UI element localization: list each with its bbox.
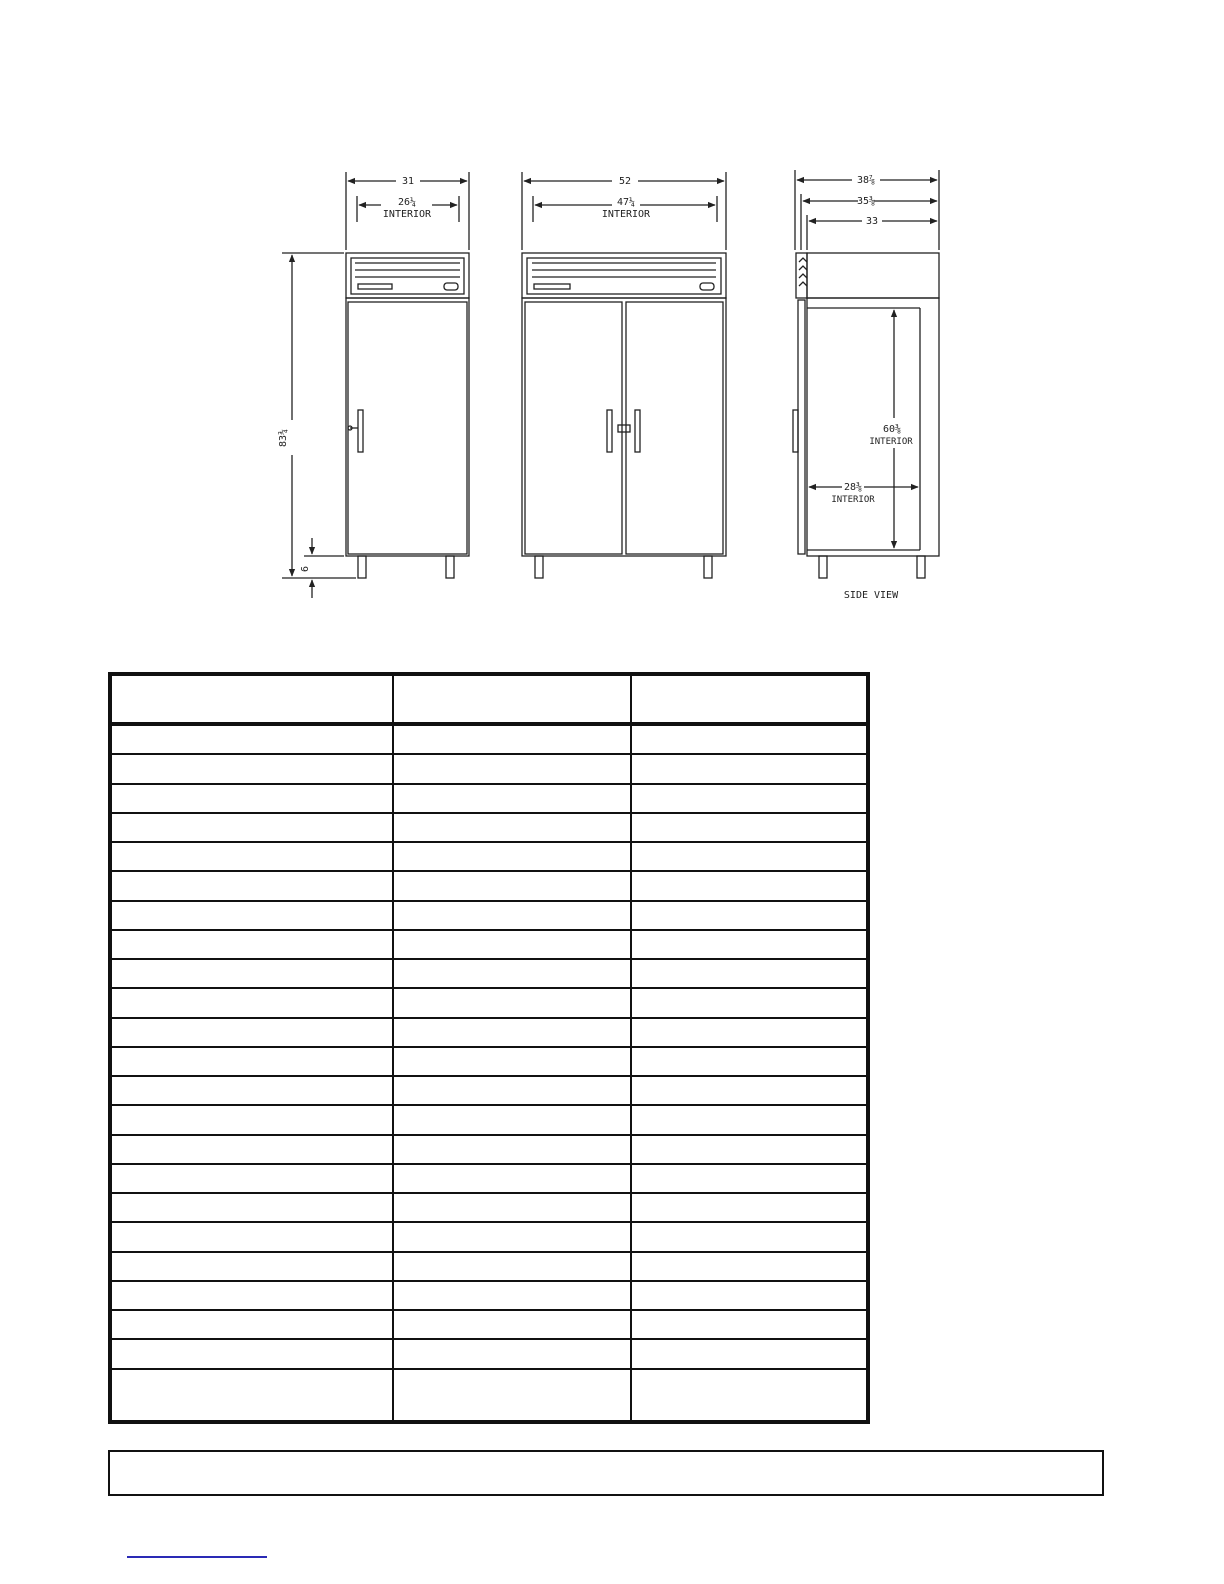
dim-side-interior-height-label: INTERIOR	[869, 437, 913, 447]
table-cell	[393, 784, 631, 813]
table-row	[110, 813, 868, 842]
table-cell	[110, 871, 393, 900]
table-cell	[110, 1222, 393, 1251]
table-cell	[110, 1369, 393, 1422]
dim-double-overall-width: 52	[618, 176, 632, 187]
table-cell	[631, 1339, 868, 1368]
table-row	[110, 1252, 868, 1281]
table-cell	[110, 674, 393, 724]
table-cell	[110, 988, 393, 1017]
table-cell	[110, 1135, 393, 1164]
table-cell	[393, 1018, 631, 1047]
front-view-single-door	[282, 172, 469, 598]
table-row	[110, 1281, 868, 1310]
table-cell	[631, 930, 868, 959]
dim-side-overall-depth: 38⅞	[856, 175, 876, 186]
table-cell	[393, 1252, 631, 1281]
dimension-drawing	[0, 0, 1224, 640]
table-cell	[393, 1076, 631, 1105]
table-cell	[110, 1105, 393, 1134]
dim-side-interior-depth-label: INTERIOR	[831, 495, 875, 505]
table-cell	[631, 988, 868, 1017]
table-cell	[393, 724, 631, 754]
table-row	[110, 1135, 868, 1164]
table-cell	[110, 1164, 393, 1193]
table-row	[110, 1076, 868, 1105]
spec-table	[108, 672, 870, 1424]
table-row	[110, 1193, 868, 1222]
table-cell	[631, 842, 868, 871]
table-cell	[393, 1193, 631, 1222]
table-row	[110, 724, 868, 754]
table-row	[110, 930, 868, 959]
note-box	[108, 1450, 1104, 1496]
table-row	[110, 1018, 868, 1047]
dim-double-interior-label: INTERIOR	[601, 209, 651, 220]
table-cell	[110, 901, 393, 930]
table-cell	[110, 842, 393, 871]
table-row	[110, 1310, 868, 1339]
table-header-row	[110, 674, 868, 724]
table-cell	[393, 930, 631, 959]
table-cell	[393, 1369, 631, 1422]
table-cell	[631, 1222, 868, 1251]
table-cell	[631, 1018, 868, 1047]
side-view	[793, 170, 939, 578]
table-cell	[110, 1310, 393, 1339]
table-cell	[393, 813, 631, 842]
table-cell	[393, 1339, 631, 1368]
table-cell	[110, 1047, 393, 1076]
front-view-double-door	[522, 172, 726, 578]
table-row	[110, 1164, 868, 1193]
dim-leg-height: 6	[300, 565, 311, 573]
table-cell	[393, 754, 631, 783]
table-cell	[631, 813, 868, 842]
table-cell	[393, 1047, 631, 1076]
table-cell	[393, 1281, 631, 1310]
dim-single-overall-height: 83¾	[278, 428, 289, 448]
table-cell	[631, 901, 868, 930]
table-cell	[110, 724, 393, 754]
table-cell	[631, 754, 868, 783]
table-cell	[110, 1193, 393, 1222]
table-row	[110, 754, 868, 783]
table-cell	[393, 1164, 631, 1193]
table-cell	[393, 988, 631, 1017]
table-cell	[631, 1047, 868, 1076]
side-view-caption: SIDE VIEW	[843, 590, 899, 601]
table-cell	[110, 1339, 393, 1368]
table-row	[110, 1339, 868, 1368]
table-cell	[110, 1252, 393, 1281]
dim-side-depth-3: 33	[865, 216, 879, 227]
table-row	[110, 1369, 868, 1422]
table-cell	[631, 1281, 868, 1310]
table-cell	[393, 1310, 631, 1339]
table-cell	[631, 1310, 868, 1339]
table-cell	[393, 901, 631, 930]
table-cell	[110, 813, 393, 842]
table-cell	[393, 1105, 631, 1134]
table-row	[110, 901, 868, 930]
table-cell	[631, 724, 868, 754]
table-cell	[631, 1193, 868, 1222]
dim-side-depth-2: 35⅜	[856, 196, 876, 207]
table-row	[110, 842, 868, 871]
table-row	[110, 1105, 868, 1134]
table-cell	[110, 930, 393, 959]
table-cell	[393, 842, 631, 871]
table-cell	[631, 959, 868, 988]
table-cell	[110, 784, 393, 813]
table-cell	[393, 1135, 631, 1164]
table-cell	[110, 959, 393, 988]
table-cell	[393, 959, 631, 988]
table-row	[110, 871, 868, 900]
table-cell	[631, 1105, 868, 1134]
table-cell	[393, 674, 631, 724]
table-cell	[393, 1222, 631, 1251]
dim-single-interior-label: INTERIOR	[382, 209, 432, 220]
table-cell	[631, 1135, 868, 1164]
table-row	[110, 1047, 868, 1076]
footer-link[interactable]	[127, 1556, 267, 1558]
table-cell	[393, 871, 631, 900]
table-cell	[631, 1252, 868, 1281]
table-row	[110, 784, 868, 813]
dim-double-interior-width: 47¼	[616, 197, 636, 208]
dim-side-interior-depth: 28⅜	[843, 482, 863, 493]
table-cell	[631, 784, 868, 813]
table-row	[110, 959, 868, 988]
dim-single-overall-width: 31	[401, 176, 415, 187]
table-row	[110, 1222, 868, 1251]
dim-side-interior-height: 60⅜	[882, 424, 902, 435]
table-cell	[631, 1076, 868, 1105]
table-cell	[631, 674, 868, 724]
table-cell	[110, 1018, 393, 1047]
table-cell	[110, 1281, 393, 1310]
table-cell	[631, 871, 868, 900]
dim-single-interior-width: 26¼	[397, 197, 417, 208]
table-cell	[110, 1076, 393, 1105]
table-cell	[631, 1164, 868, 1193]
table-row	[110, 988, 868, 1017]
table-cell	[631, 1369, 868, 1422]
table-cell	[110, 754, 393, 783]
